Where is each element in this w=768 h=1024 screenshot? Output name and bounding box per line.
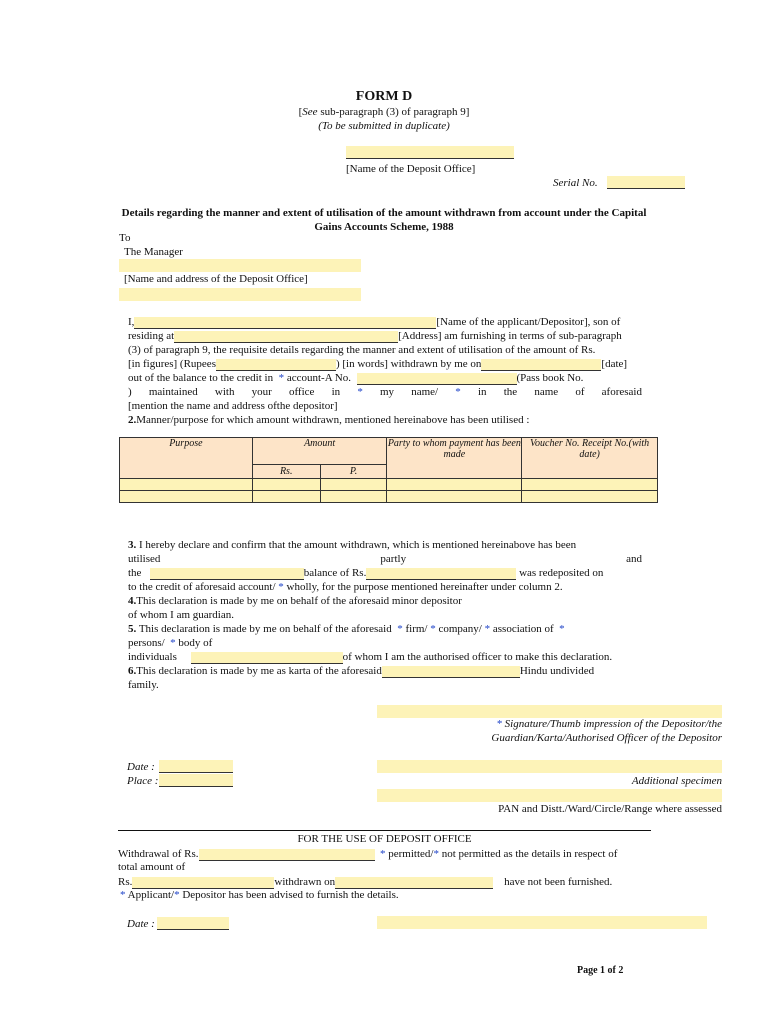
label: company/ [438, 623, 482, 635]
form-heading: Details regarding the manner and extent of utilisation of the amount withdrawn from account under the Capital Gains Accounts Scheme, 1988 [121, 207, 647, 233]
para-number: 2. [128, 414, 137, 426]
col-header-party: Party to whom payment has been made [387, 438, 522, 479]
office-signature-field[interactable] [377, 916, 707, 929]
label: [date] [601, 358, 628, 370]
asterisk: * [430, 623, 436, 635]
para3-line2 [128, 552, 642, 566]
utilised-field[interactable] [150, 568, 304, 580]
address-field[interactable] [174, 331, 398, 343]
para4-line1 [128, 594, 642, 608]
table-cell[interactable] [252, 479, 320, 491]
label: I, [128, 316, 135, 328]
office-line1 [118, 847, 658, 861]
asterisk: * [120, 889, 126, 901]
col-header-voucher: Voucher No. Receipt No.(with date) [522, 438, 658, 479]
label: in [331, 386, 341, 398]
asterisk: * [278, 581, 284, 593]
para1-line4 [128, 357, 642, 371]
label: my [380, 386, 395, 398]
deposit-office-label: [Name of the Deposit Office] [346, 163, 476, 175]
label: and [626, 553, 642, 565]
label: [Address] am furnishing in terms of sub-paragraph [398, 330, 622, 342]
para1-line7: [mention the name and address ofthe depositor] [128, 400, 338, 412]
submission-note: (To be submitted in duplicate) [318, 120, 450, 132]
label: of whom I am the authorised officer to make this declaration. [342, 651, 613, 663]
col-header-purpose: Purpose [120, 438, 253, 479]
pan-label: PAN and Distt./Ward/Circle/Range where assessed [498, 803, 722, 815]
asterisk: * [174, 889, 180, 901]
asterisk: * [170, 637, 176, 649]
label: Depositor has been advised to furnish the details. [182, 889, 399, 901]
table-cell[interactable] [522, 491, 658, 503]
label: body of [178, 637, 213, 649]
label: name/ [411, 386, 439, 398]
asterisk: * [496, 718, 502, 730]
label: This declaration is made by me as karta of the aforesaid [136, 665, 382, 677]
subtitle [0, 106, 768, 118]
asterisk: * [433, 848, 439, 860]
para-number: 6. [128, 665, 137, 677]
col-header-p: P. [320, 465, 387, 479]
label: Signature/Thumb impression of the Depositor/the [504, 718, 722, 730]
manager-address-field-2[interactable] [119, 288, 361, 301]
withdrawal-date-field[interactable] [481, 359, 601, 371]
page-number: Page 1 of 2 [577, 965, 624, 976]
label: [in figures] (Rupees [128, 358, 216, 370]
label: (Pass book No. [516, 372, 584, 384]
table-cell[interactable] [252, 491, 320, 503]
label: utilised [128, 553, 161, 565]
balance-amount-field[interactable] [366, 568, 516, 580]
address-label: [Name and address of the Deposit Office] [124, 273, 308, 285]
place-field[interactable] [159, 774, 233, 787]
place-label: Place : [127, 775, 159, 787]
table-row [120, 491, 658, 503]
specimen-field-2[interactable] [377, 789, 722, 802]
label: permitted/ [388, 848, 434, 860]
label: association of [492, 623, 554, 635]
label: persons/ [128, 637, 165, 649]
label: balance of Rs. [303, 567, 367, 579]
table-cell[interactable] [320, 491, 387, 503]
table-cell[interactable] [522, 479, 658, 491]
amount-words-field[interactable] [216, 359, 336, 371]
para-number: 3. [128, 539, 137, 551]
individuals-field[interactable] [191, 652, 343, 664]
label: Withdrawal of Rs. [118, 848, 199, 860]
label: Rs. [118, 876, 133, 888]
label: wholly, for the purpose mentioned hereinafter under column 2. [286, 581, 563, 593]
table-cell[interactable] [387, 479, 522, 491]
office-line3 [118, 875, 658, 889]
para1-line1 [128, 315, 642, 329]
total-amount-field[interactable] [132, 877, 274, 889]
para3-line3 [128, 566, 642, 580]
para5-line1 [128, 622, 642, 636]
office-line2: total amount of [118, 861, 186, 873]
asterisk: * [455, 386, 461, 398]
asterisk: * [278, 372, 285, 384]
para-number: 5. [128, 623, 137, 635]
label: partly [380, 553, 407, 565]
label: This declaration is made by me on behalf of the aforesaid minor depositor [136, 595, 462, 607]
serial-label: Serial No. [553, 177, 598, 189]
label: Hindu undivided [519, 665, 595, 677]
office-line4 [120, 889, 399, 901]
para6-line1 [128, 664, 642, 678]
asterisk: * [380, 848, 386, 860]
specimen-field[interactable] [377, 760, 722, 773]
para5-line2 [128, 636, 642, 650]
manager-address-field[interactable] [119, 259, 361, 272]
label: withdrawn on [274, 876, 336, 888]
deposit-office-name-field[interactable] [346, 146, 514, 159]
para3-line4 [128, 580, 642, 594]
office-date-label: Date : [127, 918, 155, 930]
label: individuals [128, 651, 177, 663]
asterisk: * [484, 623, 491, 635]
para6-line2: family. [128, 679, 159, 691]
asterisk: * [397, 623, 403, 635]
label: was redeposited on [519, 567, 604, 579]
office-date-field[interactable] [157, 917, 229, 930]
signature-caption-line2: Guardian/Karta/Authorised Officer of the Depositor [491, 732, 722, 744]
label: have not been furnished. [504, 876, 613, 888]
para3-line1 [128, 538, 642, 552]
label: the [128, 567, 142, 579]
signature-field[interactable] [377, 705, 722, 718]
label: your [251, 386, 272, 398]
label: to the credit of aforesaid account/ [128, 581, 276, 593]
section-divider [118, 830, 651, 831]
label: ) [in words] withdrawn by me on [335, 358, 482, 370]
label: maintained [148, 386, 198, 398]
label: name [534, 386, 559, 398]
para2 [128, 413, 642, 427]
col-header-rs: Rs. [252, 465, 320, 479]
table-cell[interactable] [120, 479, 253, 491]
table-cell[interactable] [320, 479, 387, 491]
table-cell[interactable] [120, 491, 253, 503]
table-cell[interactable] [387, 491, 522, 503]
utilisation-table [119, 437, 658, 503]
para1-line2 [128, 329, 642, 343]
label: not permitted as the details in respect of [441, 848, 618, 860]
form-title: FORM D [355, 89, 413, 104]
date-field[interactable] [159, 760, 233, 773]
para1-line3: (3) of paragraph 9, the requisite details regarding the manner and extent of utilisation of the amount of Rs. [128, 344, 596, 356]
label: in [477, 386, 487, 398]
signature-caption-line1 [377, 718, 722, 730]
label: ) [128, 386, 132, 398]
account-number-field[interactable] [357, 373, 517, 385]
para1-line5 [128, 371, 642, 385]
asterisk: * [357, 386, 363, 398]
label: I hereby declare and confirm that the amount withdrawn, which is mentioned hereinabove has been [139, 539, 577, 551]
asterisk: * [559, 623, 565, 635]
huf-name-field[interactable] [382, 666, 520, 678]
label: [Name of the applicant/Depositor], son of [436, 316, 621, 328]
para5-line3 [128, 650, 642, 664]
label: account-A No. [286, 372, 351, 384]
para1-line6 [128, 385, 642, 399]
label: the [503, 386, 518, 398]
para-number: 4. [128, 595, 137, 607]
label: Manner/purpose for which amount withdrawn, mentioned hereinabove has been utilised : [136, 414, 530, 426]
manager-label: The Manager [124, 246, 183, 258]
withdrawn-on-field[interactable] [335, 877, 493, 889]
label: residing at [128, 330, 175, 342]
label: This declaration is made by me on behalf of the aforesaid [138, 623, 392, 635]
label: out of the balance to the credit in [128, 372, 274, 384]
subtitle-rest: sub-paragraph (3) of paragraph 9] [317, 106, 470, 118]
subtitle-open: [ [298, 106, 303, 118]
office-heading: FOR THE USE OF DEPOSIT OFFICE [297, 833, 472, 845]
label: Applicant/ [127, 889, 175, 901]
to-label: To [119, 232, 131, 244]
additional-specimen-label: Additional specimen [631, 775, 722, 787]
label: office [288, 386, 315, 398]
subtitle-see: See [302, 106, 318, 118]
table-row [120, 479, 658, 491]
label: firm/ [405, 623, 428, 635]
label: with [214, 386, 235, 398]
label: of [575, 386, 585, 398]
label: aforesaid [601, 386, 642, 398]
withdrawal-amount-field[interactable] [199, 849, 375, 861]
para4-line2: of whom I am guardian. [128, 609, 234, 621]
serial-number-field[interactable] [607, 176, 685, 189]
date-label: Date : [127, 761, 155, 773]
col-header-amount: Amount [252, 438, 387, 465]
applicant-name-field[interactable] [134, 317, 436, 329]
